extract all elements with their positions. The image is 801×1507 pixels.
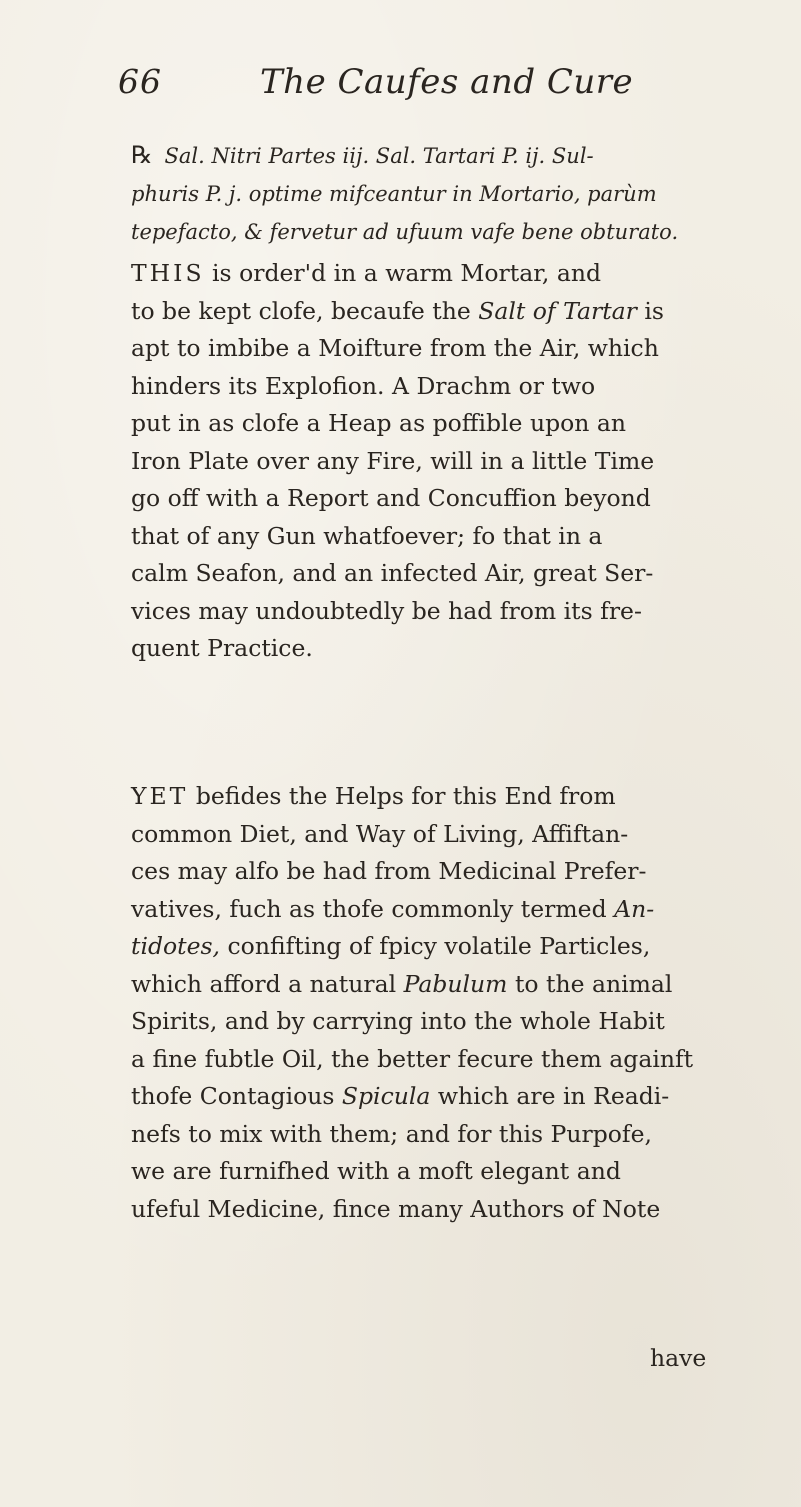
paragraph-2-line	[131, 928, 701, 966]
italic-term: Salt of Tartar	[478, 296, 637, 325]
catchword: have	[650, 1344, 707, 1372]
recipe-block	[131, 136, 711, 251]
page-number: 66	[118, 62, 162, 101]
paragraph-2-line: we are furnifhed with a moft elegant and	[131, 1157, 621, 1185]
paragraph-2-line-1-text: befides the Helps for this End from	[188, 782, 616, 810]
paragraph-2-line	[131, 778, 701, 816]
paragraph-2-line	[131, 1078, 701, 1116]
italic-term: An-	[614, 894, 655, 923]
paragraph-2-line: common Diet, and Way of Living, Affiftan-	[131, 819, 629, 848]
paragraph-2-line	[131, 891, 701, 929]
paragraph-1-line-1-text: is order'd in a warm Mortar, and	[204, 259, 602, 287]
text-span: to the animal	[507, 969, 673, 998]
italic-term: Pabulum	[403, 969, 508, 998]
recipe-line-3: tepefacto, & fervetur ad ufuum vafe bene obturato.	[131, 220, 679, 244]
paragraph-1-line: calm Seafon, and an infected Air, great Ser-	[131, 559, 654, 587]
paragraph-1-line	[131, 293, 701, 331]
recipe-line-1	[131, 136, 711, 175]
paragraph-2-lead: YET	[131, 782, 189, 810]
recipe-line-2: phuris P. j. optime mifceantur in Mortario, parùm	[131, 182, 657, 206]
paragraph-1-line: Iron Plate over any Fire, will in a little Time	[131, 446, 655, 475]
paragraph-2-line	[131, 966, 701, 1004]
recipe-symbol-icon: ℞	[131, 141, 153, 169]
paragraph-1-line	[131, 255, 701, 293]
text-span: which afford a natural	[131, 969, 404, 998]
paragraph-2-line: nefs to mix with them; and for this Purpofe,	[131, 1119, 652, 1148]
paragraph-1-line: go off with a Report and Concuffion beyond	[131, 484, 651, 512]
text-span: thofe Contagious	[131, 1082, 342, 1110]
paragraph-2-line: a fine fubtle Oil, the better fecure them againft	[131, 1044, 694, 1073]
paragraph-1-line: hinders its Explofion. A Drachm or two	[131, 371, 596, 400]
text-span: confifting of fpicy volatile Particles,	[220, 932, 651, 960]
text-span: is	[636, 296, 664, 325]
text-span: which are in Readi-	[430, 1082, 670, 1110]
italic-term: Spicula	[341, 1082, 431, 1110]
paragraph-1-line: quent Practice.	[131, 634, 313, 662]
paragraph-2-line: ces may alfo be had from Medicinal Prefer-	[131, 857, 647, 885]
page-header	[118, 62, 738, 112]
recipe-line-1-text: Sal. Nitri Partes iij. Sal. Tartari P. ij. Sul-	[164, 144, 594, 168]
italic-term: tidotes,	[131, 932, 221, 960]
paragraph-1-lead: THIS	[131, 259, 205, 287]
paragraph-1-line: that of any Gun whatfoever; fo that in a	[131, 521, 603, 550]
text-span: to be kept clofe, becaufe the	[131, 296, 479, 325]
paragraph-2	[131, 778, 701, 1228]
paragraph-1-line: put in as clofe a Heap as poffible upon an	[131, 409, 627, 437]
paragraph-2-line: ufeful Medicine, fince many Authors of Note	[131, 1194, 661, 1223]
paragraph-2-line: Spirits, and by carrying into the whole Habit	[131, 1007, 665, 1035]
paragraph-1-line: vices may undoubtedly be had from its fre-	[131, 596, 642, 625]
running-title: The Caufes and Cure	[260, 62, 634, 102]
text-span: vatives, fuch as thofe commonly termed	[131, 894, 615, 923]
paragraph-1-line: apt to imbibe a Moifture from the Air, which	[131, 334, 659, 362]
paragraph-1	[131, 255, 701, 668]
